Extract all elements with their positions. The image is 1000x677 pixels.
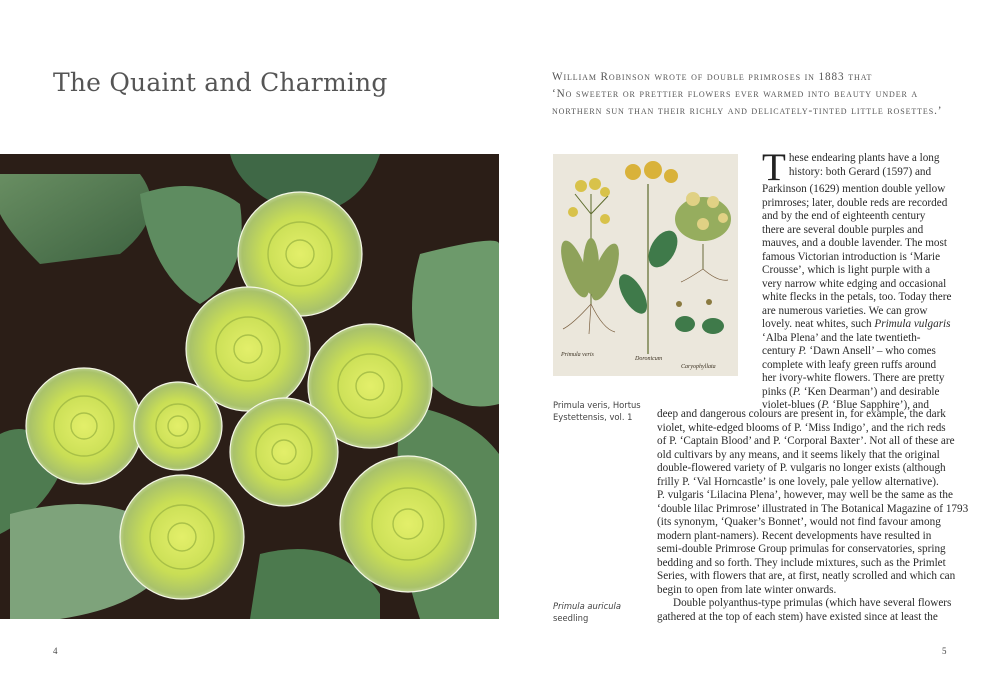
text-line — [762, 345, 962, 359]
text-line: double-flowered variety of P. vulgaris no longer exists (although — [657, 462, 946, 474]
text-line: Crousse’, which is light purple with a — [762, 264, 931, 276]
text-span: ‘Blue Sapphire’), and — [829, 399, 929, 411]
botanical-plate-image — [553, 154, 738, 376]
text-line: hese endearing plants have a long — [788, 152, 940, 164]
text-line: bedding and so forth. They include mixtures, such as the Primlet — [657, 556, 946, 569]
text-line: violet, white-edged blooms of P. ‘Miss Indigo’, and the rich reds — [657, 421, 946, 434]
text-line: semi-double Primrose Group primulas for conservatories, spring — [657, 543, 946, 555]
genus-abbrev: P. — [798, 345, 807, 357]
text-line: (its synonym, ‘Quaker’s Bonnet’, would not find favour among — [657, 516, 941, 528]
genus-abbrev: P. — [792, 385, 801, 398]
text-line: begin to open from late winter onwards. — [657, 583, 837, 596]
text-line — [762, 386, 962, 400]
text-line: P. vulgaris ‘Lilacina Plena’, however, may well be the same as the — [657, 489, 953, 501]
svg-text:Caryophyllata: Caryophyllata — [681, 364, 716, 370]
text-line: white flecks in the petals, too. Today there — [762, 291, 952, 303]
text-span: lovely. neat whites, such — [762, 318, 875, 330]
body-text-narrow-column — [762, 146, 962, 413]
primrose-photo — [0, 154, 499, 619]
text-line: ‘double lilac Primrose’ illustrated in The Botanical Magazine of 1793 — [657, 502, 969, 515]
text-line: there are several double purples and — [762, 223, 924, 236]
flower-photo-icon — [0, 154, 499, 619]
page-number-left: 4 — [53, 646, 58, 656]
text-line: frilly P. ‘Val Horncastle’ is one lovely, pale yellow alternative). — [657, 475, 939, 488]
text-line: Double polyanthus-type primulas (which have several flowers — [673, 597, 952, 609]
text-line: old cultivars by any means, and it seems likely that the original — [657, 448, 940, 461]
svg-text:Primula veris: Primula veris — [561, 352, 594, 358]
text-line: complete with leafy green ruffs around — [762, 358, 937, 371]
text-line: famous Victorian introduction is ‘Marie — [762, 250, 941, 263]
epigraph-line: William Robinson wrote of double primroses in 1883 that — [552, 71, 873, 83]
text-line: deep and dangerous colours are present in, for example, the dark — [657, 408, 946, 420]
text-span: ‘Ken Dearman’) and desirable — [800, 385, 940, 398]
genus-abbrev: P. — [821, 399, 830, 411]
caption-line: Eystettensis, vol. 1 — [553, 412, 633, 422]
text-span: violet-blues ( — [762, 399, 822, 411]
botanical-plate-icon — [553, 154, 738, 376]
text-line: Parkinson (1629) mention double yellow — [762, 183, 946, 195]
text-line: very narrow white edging and occasional — [762, 277, 947, 290]
epigraph-line: northern sun than their richly and delicately-tinted little rosettes.’ — [552, 105, 943, 117]
species-name: Primula vulgaris — [874, 318, 951, 330]
text-line: ‘Alba Plena’ and the late twentieth- — [762, 331, 921, 344]
page-number-right: 5 — [942, 646, 947, 656]
text-line: of P. ‘Captain Blood’ and P. ‘Corporal Baxter’. Not all of these are — [657, 435, 955, 447]
plate-caption — [553, 399, 641, 423]
text-line: primroses; later, double reds are recorded — [762, 196, 948, 209]
text-span: pinks ( — [762, 385, 793, 398]
text-line: modern plant-namers). Recent developments have resulted in — [657, 529, 932, 542]
text-line: Series, with flowers that are, at first, neatly scrolled and which can — [657, 570, 956, 582]
text-line: gathered at the top of each stem) have existed since at least the — [657, 610, 938, 623]
text-span: ‘Dawn Ansell’ – who comes — [806, 345, 936, 357]
epigraph-line: ‘No sweeter or prettier flowers ever warmed into beauty under a — [552, 88, 919, 100]
text-line: mauves, and a double lavender. The most — [762, 237, 947, 249]
text-line: her ivory-white flowers. There are pretty — [762, 372, 945, 384]
svg-text:Doronicum: Doronicum — [635, 356, 663, 362]
epigraph-quote — [552, 69, 962, 120]
text-line — [762, 318, 962, 332]
drop-cap: T — [762, 146, 786, 189]
body-text-wide-column — [657, 408, 969, 624]
text-span: century — [762, 345, 799, 357]
chapter-title: The Quaint and Charming — [53, 68, 388, 97]
caption-line: seedling — [553, 613, 589, 623]
photo-caption — [553, 600, 621, 624]
text-line: and by the end of eighteenth century — [762, 210, 926, 222]
text-line: history: both Gerard (1597) and — [788, 165, 932, 178]
text-line: are numerous varieties. We can grow — [762, 304, 928, 317]
caption-line: Primula veris, Hortus — [553, 400, 641, 410]
caption-line: Primula auricula — [553, 601, 621, 611]
